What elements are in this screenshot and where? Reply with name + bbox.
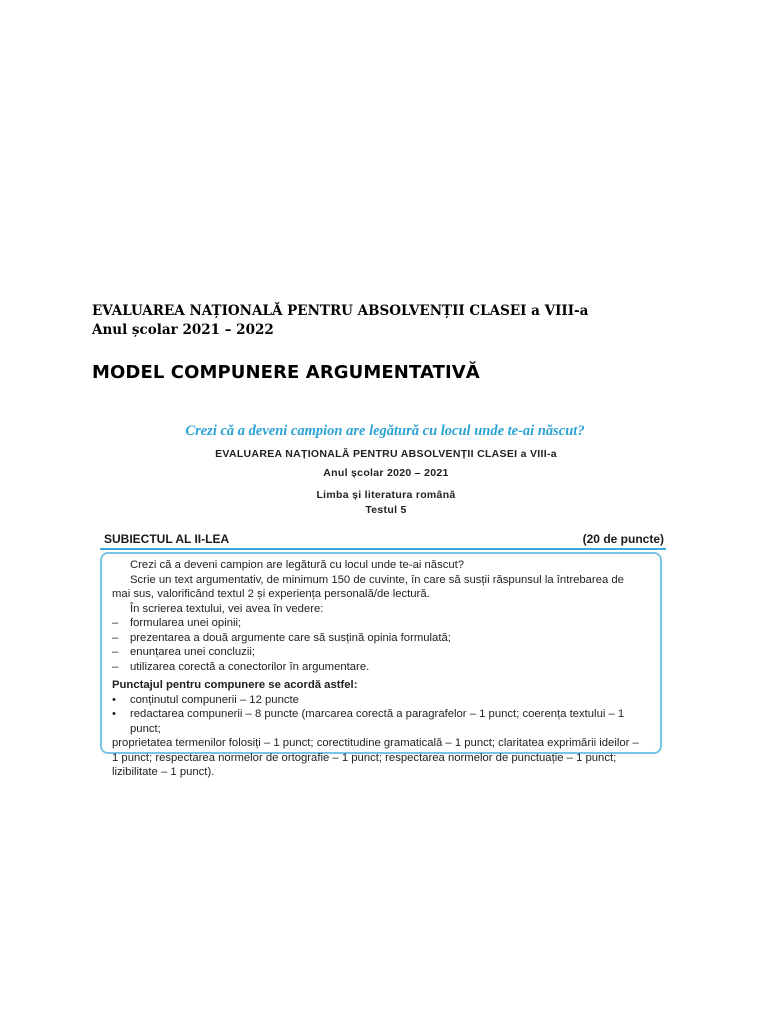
question-title: Crezi că a deveni campion are legătură cu locul unde te-ai născut? bbox=[185, 423, 585, 439]
scan-header-line-1: EVALUAREA NAȚIONALĂ PENTRU ABSOLVENȚII CLASEI a VIII-a bbox=[215, 448, 557, 460]
scoring-item: • conținutul compunerii – 12 puncte bbox=[112, 693, 299, 706]
document-header bbox=[92, 302, 712, 340]
scan-subject-area: Limba și literatura română bbox=[316, 489, 456, 501]
task-question: Crezi că a deveni campion are legătură cu locul unde te-ai născut? bbox=[130, 559, 465, 571]
subject-divider bbox=[100, 548, 666, 550]
requirement-item: – formularea unei opinii; bbox=[112, 617, 242, 629]
scoring-heading: Punctajul pentru compunere se acordă astfel: bbox=[112, 679, 358, 691]
header-line-1: EVALUAREA NAȚIONALĂ PENTRU ABSOLVENȚII CLASEI a VIII-a bbox=[92, 303, 589, 319]
task-consider-label: În scrierea textului, vei avea în vedere: bbox=[130, 602, 324, 615]
scoring-continuation-line: proprietatea termenilor folosiți – 1 punct; corectitudine gramaticală – 1 punct; claritatea exprimării ideilor – bbox=[112, 737, 639, 749]
task-instruction-line-2: mai sus, valorificând textul 2 și experiența personală/de lectură. bbox=[112, 588, 430, 600]
scoring-continuation-line: 1 punct; respectarea normelor de ortografie – 1 punct; respectarea normelor de punctuație – 1 punct; bbox=[112, 751, 617, 764]
points-label: (20 de puncte) bbox=[582, 532, 664, 546]
requirement-item: – prezentarea a două argumente care să susțină opinia formulată; bbox=[112, 631, 451, 644]
task-box bbox=[100, 552, 662, 778]
scan-header-line-2: Anul școlar 2020 – 2021 bbox=[323, 467, 449, 479]
scan-test-name: Testul 5 bbox=[365, 504, 407, 516]
requirement-item: – utilizarea corectă a conectorilor în argumentare. bbox=[112, 660, 370, 673]
subject-label: SUBIECTUL AL II-LEA bbox=[104, 532, 230, 546]
page-title: MODEL COMPUNERE ARGUMENTATIVĂ bbox=[92, 362, 480, 383]
header-line-2: Anul școlar 2021 – 2022 bbox=[92, 322, 274, 338]
scoring-item: • redactarea compunerii – 8 puncte (marcarea corectă a paragrafelor – 1 punct; coerența textului – 1 punct; bbox=[112, 708, 625, 735]
scanned-exam-excerpt bbox=[96, 440, 676, 778]
requirement-item: – enunțarea unei concluzii; bbox=[112, 646, 255, 658]
scoring-continuation-line: lizibilitate – 1 punct). bbox=[112, 766, 215, 778]
task-instruction-line-1: Scrie un text argumentativ, de minimum 150 de cuvinte, în care să susții răspunsul la întrebarea de bbox=[130, 573, 624, 586]
